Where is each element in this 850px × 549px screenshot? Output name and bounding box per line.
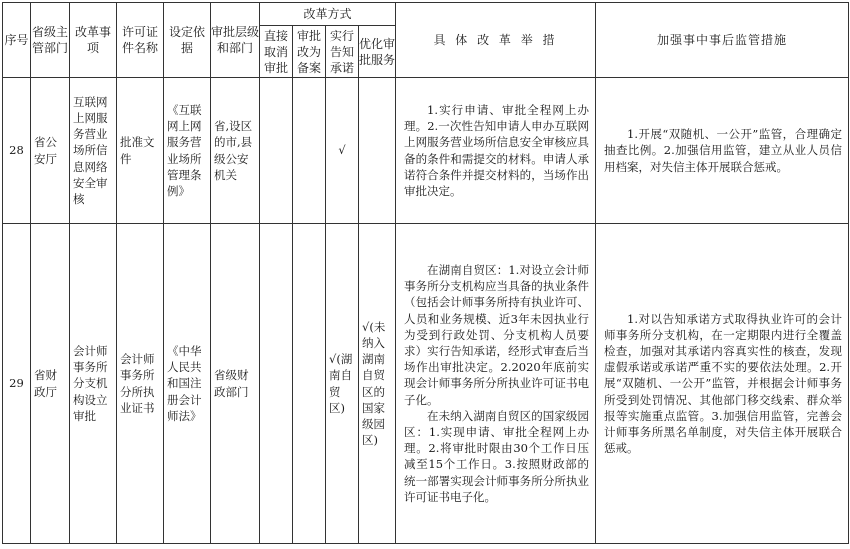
reform-table	[2, 2, 849, 544]
header-reform-group: 改革方式	[260, 3, 396, 26]
cell-basis: 《中华人民共和国注册会计师法》	[164, 224, 211, 544]
cell-cert: 批准文件	[117, 78, 164, 224]
cell-record	[293, 78, 326, 224]
cell-dept: 省财政厅	[31, 224, 70, 544]
measures-paragraph: 在湖南自贸区：1.对设立会计师事务所分支机构应当具备的执业条件（包括会计师事务所持有执业许可、人员和业务规模、近3年未因执业行为受到行政处罚、分支机构人员要求）实行告知承诺，经形式审查后当场作出审批决定。2.2020年底前实现会计师事务所分所执业许可证书电子化。	[404, 262, 590, 407]
header-basis: 设定依据	[164, 3, 211, 78]
measures-paragraph: 在未纳入湖南自贸区的国家级园区：1.实现申请、审批全程网上办理。2.将审批时限由30个工作日压减至15个工作日。3.按照财政部的统一部署实现会计师事务所分所执业许可证书电子化。	[404, 408, 590, 504]
supervision-paragraph: 1.开展“双随机、一公开”监管，合理确定抽查比例。2.加强信用监管，建立从业人员信用档案，对失信主体开展联合惩戒。	[604, 127, 843, 174]
header-level: 审批层级和部门	[211, 3, 260, 78]
cell-supervision	[596, 78, 849, 224]
header-cancel: 直接取消审批	[260, 26, 293, 78]
supervision-paragraph: 1.对以告知承诺方式取得执业许可的会计师事务所分支机构，在一定期限内进行全覆盖检查，加强对其承诺内容真实性的核查，发现虚假承诺或承诺严重不实的要依法处理。2.开展“双随机、一公开”监管，并根据会计师事务所受到处罚情况、其他部门移交线索、群众举报等实施重点监管。3.加强信用监管，完善会计师事务所黑名单制度，对失信主体开展联合惩戒。	[604, 311, 843, 456]
cell-record	[293, 224, 326, 544]
cell-optimize	[359, 78, 396, 224]
header-dept: 省级主管部门	[31, 3, 70, 78]
cell-cancel	[260, 78, 293, 224]
header-notify: 实行告知承诺	[326, 26, 359, 78]
cell-item: 会计师事务所分支机构设立审批	[70, 224, 117, 544]
cell-cancel	[260, 224, 293, 544]
table-row	[3, 78, 849, 224]
cell-basis: 《互联网上网服务营业场所管理条例》	[164, 78, 211, 224]
cell-dept: 省公安厅	[31, 78, 70, 224]
header-cert: 许可证件名称	[117, 3, 164, 78]
cell-notify: √(湖南自贸区)	[326, 224, 359, 544]
header-measures: 具 体 改 革 举 措	[396, 3, 596, 78]
cell-seq: 29	[3, 224, 31, 544]
cell-item: 互联网上网服务营业场所信息网络安全审核	[70, 78, 117, 224]
cell-measures	[396, 224, 596, 544]
cell-seq: 28	[3, 78, 31, 224]
table-row	[3, 224, 849, 544]
header-record: 审批改为备案	[293, 26, 326, 78]
header-item: 改革事项	[70, 3, 117, 78]
header-seq: 序号	[3, 3, 31, 78]
cell-level: 省,设区的市,县级公安机关	[211, 78, 260, 224]
header-supervision: 加强事中事后监管措施	[596, 3, 849, 78]
cell-level: 省级财政部门	[211, 224, 260, 544]
cell-optimize: √(未纳入湖南自贸区的国家级园区)	[359, 224, 396, 544]
cell-supervision	[596, 224, 849, 544]
cell-cert: 会计师事务所分所执业证书	[117, 224, 164, 544]
measures-paragraph: 1.实行申请、审批全程网上办理。2.一次性告知申请人申办互联网上网服务营业场所信息安全审核应具备的条件和需提交的材料。申请人承诺符合条件并提交材料的，当场作出审批决定。	[404, 102, 590, 198]
cell-notify: √	[326, 78, 359, 224]
cell-measures	[396, 78, 596, 224]
header-optimize: 优化审批服务	[359, 26, 396, 78]
